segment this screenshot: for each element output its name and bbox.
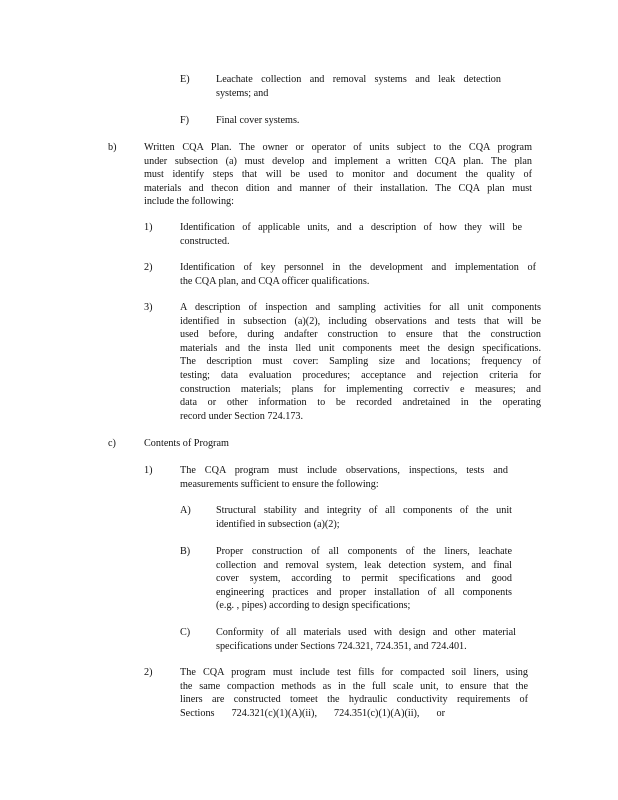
item-label-b2: 2) [144,262,153,273]
item-text-c1b [216,545,512,613]
item-text-b1 [180,221,522,248]
item-label-c1b: B) [180,546,191,557]
item-label-f: F) [180,115,190,126]
text-line: construction materials; plans for implementing correctiv e measures; and [180,383,541,395]
item-text-b3 [180,301,541,423]
item-label-b3: 3) [144,302,153,313]
text-line: constructed. [180,235,230,247]
text-line: materials and thecon dition and manner of their installation. The CQA plan must [144,182,532,194]
text-line: The CQA program must include test fills for compacted soil liners, using [180,667,528,678]
item-text-c1 [180,464,508,491]
text-line: identified in subsection (a)(2); [216,518,340,530]
section-text-c [144,437,532,451]
section-label-b: b) [108,142,117,153]
item-label-c2: 2) [144,667,153,678]
item-text-e [216,73,501,100]
text-line: Identification of key personnel in the development and implementation of [180,262,536,273]
text-line: engineering practices and proper installation of all components [216,586,512,598]
item-text-c2 [180,666,528,720]
text-line: materials and the insta lled unit components meet the design specifications. [180,342,541,354]
text-line: Conformity of all materials used with design and other material [216,627,516,638]
text-line: must identify steps that will be used to monitor and document the quality of [144,169,532,181]
item-label-e: E) [180,74,190,85]
text-line: Identification of applicable units, and a description of how they will be [180,222,522,233]
text-line: A description of inspection and sampling activities for all unit components [180,302,541,313]
item-text-c1c [216,626,516,653]
text-line: specifications under Sections 724.321, 724.351, and 724.401. [216,640,467,652]
text-line: under subsection (a) must develop and implement a written CQA plan. The plan [144,155,532,167]
text-line: liners are constructed tomeet the hydraulic conductivity requirements of [180,694,528,706]
item-text-f [216,114,501,128]
text-line: record under Section 724.173. [180,410,304,422]
item-label-c1c: C) [180,627,191,638]
section-text-b [144,141,532,209]
item-label-b1: 1) [144,222,153,233]
text-line: Structural stability and integrity of all components of the unit [216,505,512,516]
text-line: identified in subsection (a)(2), including observations and tests that will be [180,315,541,327]
text-line: The CQA program must include observations, inspections, tests and [180,465,508,476]
text-line: The description must cover: Sampling size and locations; frequency of [180,356,541,368]
text-line: systems; and [216,87,269,99]
item-label-c1: 1) [144,465,153,476]
text-line: the same compaction methods as in the full scale unit, to ensure that the [180,680,528,692]
text-line: data or other information to be recorded andretained in the operating [180,397,541,409]
text-line: cover system, according to permit specifications and good [216,573,512,585]
text-line: Sections 724.321(c)(1)(A)(ii), 724.351(c)(1)(A)(ii), or [180,707,445,719]
text-line: the CQA plan, and CQA officer qualifications. [180,275,370,287]
item-label-c1a: A) [180,505,191,516]
text-line: Leachate collection and removal systems and leak detection [216,74,501,85]
text-line: Written CQA Plan. The owner or operator of units subject to the CQA program [144,142,532,153]
text-line: measurements sufficient to ensure the following: [180,478,379,490]
text-line: collection and removal system, leak detection system, and final [216,559,512,571]
item-text-c1a [216,504,512,531]
section-heading: Contents of Program [144,438,229,449]
text-line: include the following: [144,196,234,208]
item-text-b2 [180,261,536,288]
text-line: used before, during andafter construction to ensure that the construction [180,329,541,341]
section-label-c: c) [108,438,116,449]
text-line: (e.g. , pipes) according to design specifications; [216,600,411,612]
text-line: Proper construction of all components of the liners, leachate [216,546,512,557]
text-line: testing; data evaluation procedures; acceptance and rejection criteria for [180,369,541,381]
text-line: Final cover systems. [216,115,300,126]
